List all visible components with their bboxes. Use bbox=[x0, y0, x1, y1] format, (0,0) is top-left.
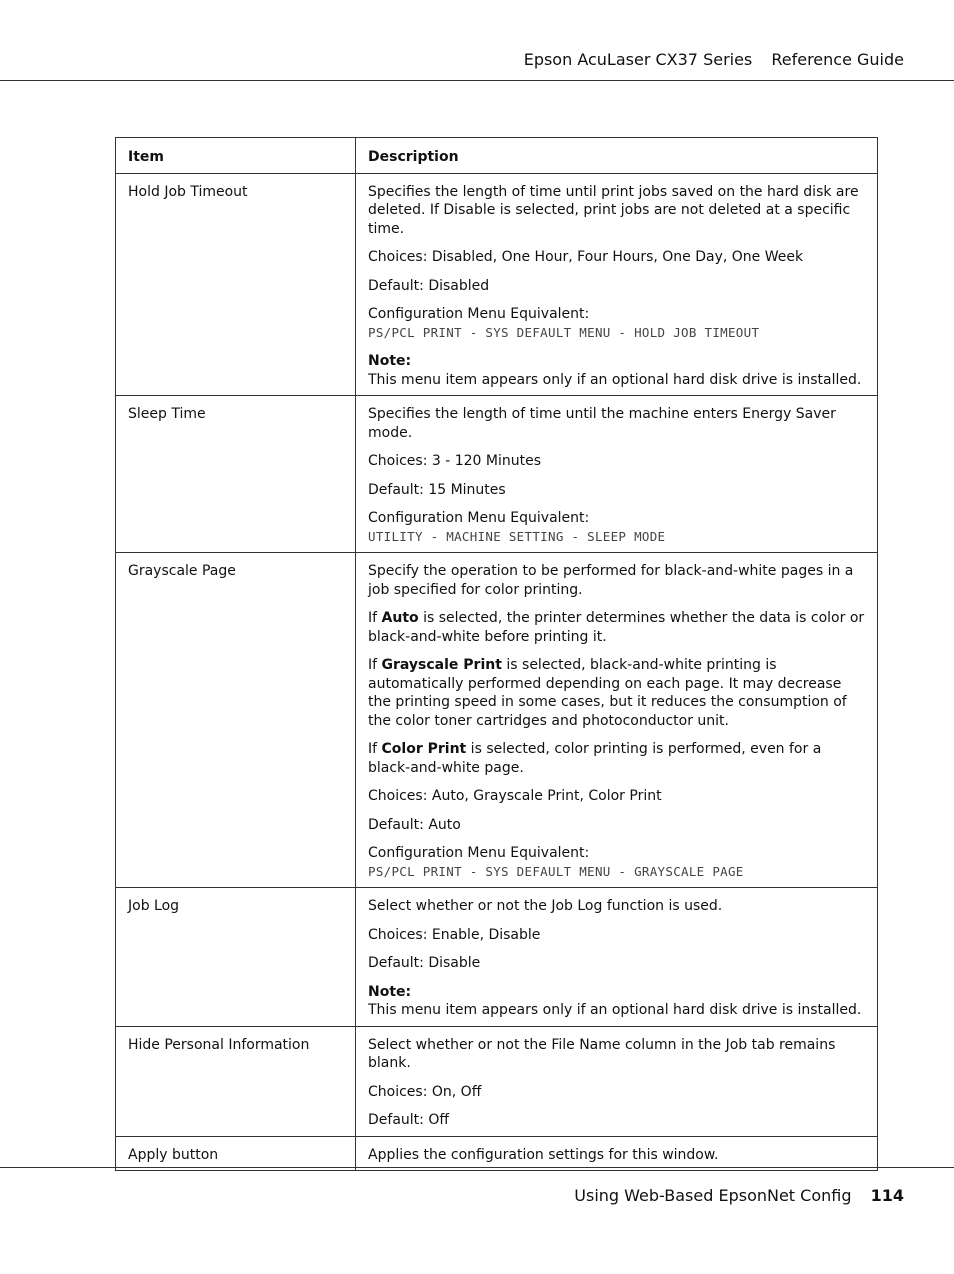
description-text: Select whether or not the Job Log function is used. bbox=[368, 898, 723, 914]
note bbox=[368, 352, 867, 389]
page-footer bbox=[574, 1186, 904, 1205]
choices-text: Choices: On, Off bbox=[368, 1083, 482, 1100]
note-text: This menu item appears only if an optional hard disk drive is installed. bbox=[368, 371, 862, 388]
choices-text: Choices: Enable, Disable bbox=[368, 926, 541, 943]
config-equivalent bbox=[368, 305, 867, 342]
item-cell: Hold Job Timeout bbox=[116, 173, 356, 396]
config-path: PS/PCL PRINT - SYS DEFAULT MENU - HOLD JOB TIMEOUT bbox=[368, 324, 760, 340]
column-header-description: Description bbox=[356, 138, 878, 174]
color-option-text bbox=[368, 740, 867, 777]
default-text: Default: Disabled bbox=[368, 277, 490, 294]
table-row bbox=[116, 888, 878, 1027]
note-label: Note: bbox=[368, 983, 412, 1000]
header-divider bbox=[0, 80, 954, 81]
description-text: Specify the operation to be performed for black-and-white pages in a job specified for color printing. bbox=[368, 563, 854, 598]
note-label: Note: bbox=[368, 353, 412, 369]
item-cell: Sleep Time bbox=[116, 396, 356, 553]
config-equivalent bbox=[368, 509, 867, 546]
description-text: Applies the configuration settings for this window. bbox=[368, 1146, 719, 1163]
table-header-row bbox=[116, 138, 878, 174]
default-text: Default: Off bbox=[368, 1112, 449, 1128]
config-label: Configuration Menu Equivalent: bbox=[368, 306, 590, 322]
config-label: Configuration Menu Equivalent: bbox=[368, 510, 590, 526]
description-cell bbox=[356, 1136, 878, 1171]
auto-option-text bbox=[368, 609, 867, 646]
note bbox=[368, 983, 867, 1020]
page-number: 114 bbox=[870, 1186, 904, 1205]
table-row bbox=[116, 1136, 878, 1171]
text-fragment: is selected, black-and-white printing is automatically performed depending on each page. It may decrease the printing speed in some cases, but it reduces the consumption of the color toner cartridges and photoconductor unit. bbox=[368, 657, 847, 729]
note-text: This menu item appears only if an optional hard disk drive is installed. bbox=[368, 1002, 862, 1018]
column-header-item: Item bbox=[116, 138, 356, 174]
config-label: Configuration Menu Equivalent: bbox=[368, 845, 590, 861]
config-path: UTILITY - MACHINE SETTING - SLEEP MODE bbox=[368, 528, 666, 544]
table-row bbox=[116, 173, 878, 396]
description-cell bbox=[356, 173, 878, 396]
choices-text: Choices: Auto, Grayscale Print, Color Print bbox=[368, 788, 662, 804]
description-text: Specifies the length of time until the machine enters Energy Saver mode. bbox=[368, 406, 836, 441]
default-text: Default: 15 Minutes bbox=[368, 481, 506, 498]
text-fragment: is selected, color printing is performed, even for a black-and-white page. bbox=[368, 741, 822, 776]
description-cell bbox=[356, 396, 878, 553]
description-text: Select whether or not the File Name column in the Job tab remains blank. bbox=[368, 1036, 836, 1071]
item-cell: Grayscale Page bbox=[116, 553, 356, 888]
guide-title: Reference Guide bbox=[771, 50, 904, 69]
description-cell bbox=[356, 888, 878, 1027]
option-name: Color Print bbox=[381, 741, 467, 757]
default-text: Default: Disable bbox=[368, 955, 481, 971]
product-name: Epson AcuLaser CX37 Series bbox=[523, 50, 753, 69]
description-text: Specifies the length of time until print jobs saved on the hard disk are deleted. If Disable is selected, print jobs are not deleted at a specific time. bbox=[368, 183, 859, 237]
description-cell bbox=[356, 1026, 878, 1136]
default-text: Default: Auto bbox=[368, 816, 461, 833]
table-row bbox=[116, 1026, 878, 1136]
description-cell bbox=[356, 553, 878, 888]
option-name: Grayscale Print bbox=[381, 657, 502, 673]
option-name: Auto bbox=[381, 610, 419, 626]
choices-text: Choices: 3 - 120 Minutes bbox=[368, 453, 542, 469]
item-cell: Job Log bbox=[116, 888, 356, 1027]
text-fragment: is selected, the printer determines whether the data is color or black-and-white before printing it. bbox=[368, 610, 865, 645]
section-title: Using Web-Based EpsonNet Config bbox=[574, 1186, 852, 1205]
table-row bbox=[116, 396, 878, 553]
config-equivalent bbox=[368, 844, 867, 881]
choices-text: Choices: Disabled, One Hour, Four Hours, One Day, One Week bbox=[368, 249, 804, 265]
config-path: PS/PCL PRINT - SYS DEFAULT MENU - GRAYSCALE PAGE bbox=[368, 863, 744, 879]
table-row bbox=[116, 553, 878, 888]
text-fragment: If bbox=[368, 610, 382, 626]
footer-divider bbox=[0, 1167, 954, 1168]
settings-table bbox=[115, 137, 878, 1171]
text-fragment: If bbox=[368, 657, 382, 673]
item-cell: Apply button bbox=[116, 1136, 356, 1171]
item-cell: Hide Personal Information bbox=[116, 1026, 356, 1136]
page-header bbox=[524, 50, 904, 69]
grayscale-option-text bbox=[368, 656, 867, 730]
text-fragment: If bbox=[368, 741, 382, 757]
